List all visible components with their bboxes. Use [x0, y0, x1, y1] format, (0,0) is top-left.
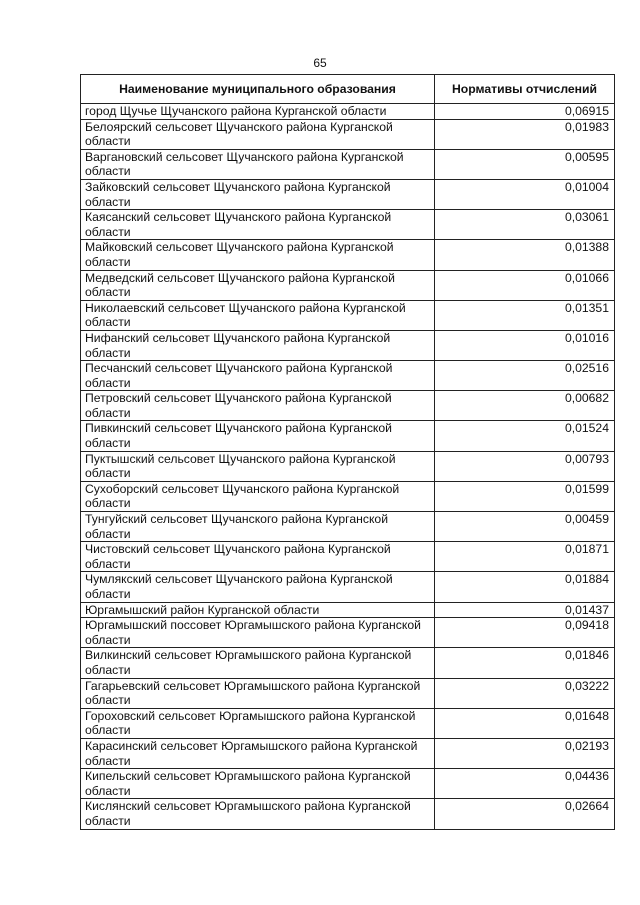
- municipality-name: Сухоборский сельсовет Щучанского района Курганской области: [81, 481, 435, 511]
- table-row: [81, 210, 615, 240]
- municipality-name: Майковский сельсовет Щучанского района Курганской области: [81, 240, 435, 270]
- table-row: [81, 421, 615, 451]
- table-row: [81, 104, 615, 120]
- municipality-name: Кипельский сельсовет Юргамышского района Курганской области: [81, 769, 435, 799]
- table-row: [81, 391, 615, 421]
- municipality-name: Тунгуйский сельсовет Щучанского района Курганской области: [81, 512, 435, 542]
- table-row: [81, 119, 615, 149]
- table-row: [81, 799, 615, 829]
- deduction-norm-value: 0,01846: [435, 648, 615, 678]
- table-row: [81, 618, 615, 648]
- deduction-norm-value: 0,02516: [435, 361, 615, 391]
- norms-table: [80, 74, 615, 830]
- municipality-name: Медведский сельсовет Щучанского района Курганской области: [81, 270, 435, 300]
- municipality-name: город Щучье Щучанского района Курганской области: [81, 104, 435, 120]
- deduction-norm-value: 0,01066: [435, 270, 615, 300]
- municipality-name: Варгановский сельсовет Щучанского района Курганской области: [81, 149, 435, 179]
- deduction-norm-value: 0,00682: [435, 391, 615, 421]
- header-municipality-name: Наименование муниципального образования: [81, 75, 435, 104]
- municipality-name: Песчанский сельсовет Щучанского района Курганской области: [81, 361, 435, 391]
- deduction-norm-value: 0,03061: [435, 210, 615, 240]
- table-row: [81, 708, 615, 738]
- deduction-norm-value: 0,01388: [435, 240, 615, 270]
- municipality-name: Чистовский сельсовет Щучанского района Курганской области: [81, 542, 435, 572]
- municipality-name: Гагарьевский сельсовет Юргамышского района Курганской области: [81, 678, 435, 708]
- municipality-name: Николаевский сельсовет Щучанского района Курганской области: [81, 300, 435, 330]
- table-row: [81, 542, 615, 572]
- municipality-name: Кислянский сельсовет Юргамышского района Курганской области: [81, 799, 435, 829]
- municipality-name: Карасинский сельсовет Юргамышского района Курганской области: [81, 738, 435, 768]
- deduction-norm-value: 0,02193: [435, 738, 615, 768]
- deduction-norm-value: 0,01016: [435, 330, 615, 360]
- table-row: [81, 240, 615, 270]
- deduction-norm-value: 0,01351: [435, 300, 615, 330]
- table-row: [81, 330, 615, 360]
- municipality-name: Пуктышский сельсовет Щучанского района Курганской области: [81, 451, 435, 481]
- municipality-name: Петровский сельсовет Щучанского района Курганской области: [81, 391, 435, 421]
- municipality-name: Юргамышский поссовет Юргамышского района Курганской области: [81, 618, 435, 648]
- municipality-name: Каясанский сельсовет Щучанского района Курганской области: [81, 210, 435, 240]
- municipality-name: Пивкинский сельсовет Щучанского района Курганской области: [81, 421, 435, 451]
- municipality-name: Вилкинский сельсовет Юргамышского района Курганской области: [81, 648, 435, 678]
- deduction-norm-value: 0,02664: [435, 799, 615, 829]
- header-deduction-norms: Нормативы отчислений: [435, 75, 615, 104]
- page-number: 65: [313, 56, 327, 70]
- table-row: [81, 361, 615, 391]
- municipality-name: Зайковский сельсовет Щучанского района Курганской области: [81, 179, 435, 209]
- table-row: [81, 451, 615, 481]
- deduction-norm-value: 0,04436: [435, 769, 615, 799]
- deduction-norm-value: 0,00793: [435, 451, 615, 481]
- deduction-norm-value: 0,00459: [435, 512, 615, 542]
- table-row: [81, 572, 615, 602]
- table-row: [81, 648, 615, 678]
- table-row: [81, 149, 615, 179]
- municipality-name: Гороховский сельсовет Юргамышского района Курганской области: [81, 708, 435, 738]
- table-row: [81, 300, 615, 330]
- deduction-norm-value: 0,01599: [435, 481, 615, 511]
- table-row: [81, 602, 615, 618]
- table-row: [81, 481, 615, 511]
- deduction-norm-value: 0,01983: [435, 119, 615, 149]
- deduction-norm-value: 0,01884: [435, 572, 615, 602]
- deduction-norm-value: 0,09418: [435, 618, 615, 648]
- table-header-row: [81, 75, 615, 104]
- municipality-name: Юргамышский район Курганской области: [81, 602, 435, 618]
- deduction-norm-value: 0,01004: [435, 179, 615, 209]
- deduction-norm-value: 0,01437: [435, 602, 615, 618]
- table-row: [81, 738, 615, 768]
- deduction-norm-value: 0,01648: [435, 708, 615, 738]
- deduction-norm-value: 0,01871: [435, 542, 615, 572]
- table-row: [81, 179, 615, 209]
- table-row: [81, 769, 615, 799]
- deduction-norm-value: 0,06915: [435, 104, 615, 120]
- table-row: [81, 270, 615, 300]
- table-row: [81, 678, 615, 708]
- municipality-name: Чумлякский сельсовет Щучанского района Курганской области: [81, 572, 435, 602]
- table-body: [81, 104, 615, 830]
- deduction-norm-value: 0,01524: [435, 421, 615, 451]
- municipality-name: Нифанский сельсовет Щучанского района Курганской области: [81, 330, 435, 360]
- deduction-norm-value: 0,00595: [435, 149, 615, 179]
- municipality-name: Белоярский сельсовет Щучанского района Курганской области: [81, 119, 435, 149]
- table-row: [81, 512, 615, 542]
- deduction-norm-value: 0,03222: [435, 678, 615, 708]
